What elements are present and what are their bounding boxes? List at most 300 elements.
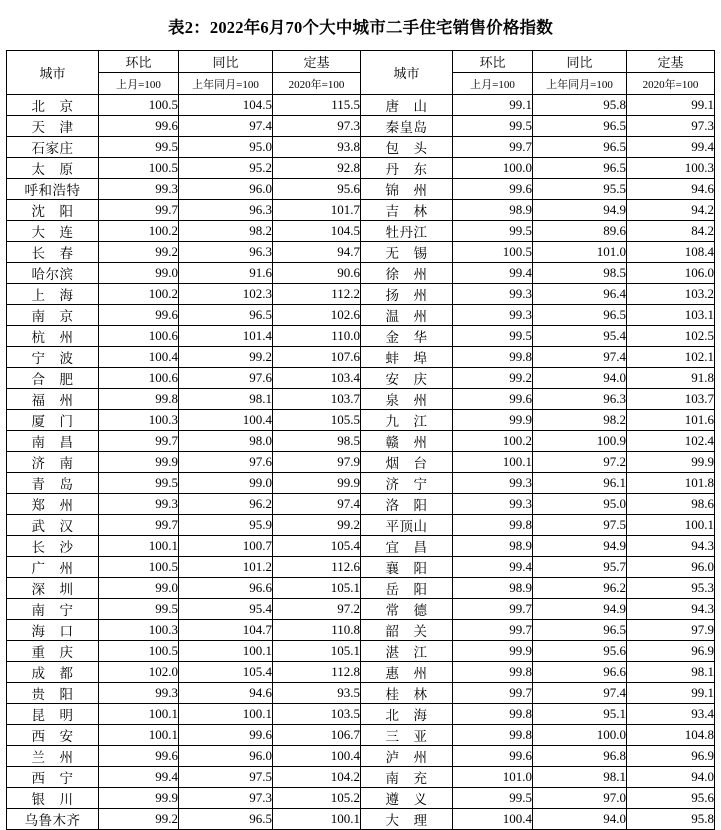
value-mom-left: 100.5 <box>99 158 179 179</box>
value-yoy-left: 98.1 <box>179 389 273 410</box>
table-row <box>7 389 715 410</box>
value-base-right: 96.0 <box>627 557 715 578</box>
value-yoy-left: 100.4 <box>179 410 273 431</box>
value-yoy-right: 95.8 <box>533 95 627 116</box>
city-name-left: 海 口 <box>7 620 99 641</box>
value-base-left: 103.5 <box>273 704 361 725</box>
value-yoy-left: 98.0 <box>179 431 273 452</box>
city-name-right: 桂 林 <box>361 683 453 704</box>
table-row <box>7 641 715 662</box>
value-base-right: 97.9 <box>627 620 715 641</box>
price-index-table <box>6 50 715 830</box>
value-yoy-right: 89.6 <box>533 221 627 242</box>
city-name-left: 青 岛 <box>7 473 99 494</box>
value-mom-right: 99.8 <box>453 704 533 725</box>
value-yoy-left: 104.7 <box>179 620 273 641</box>
city-name-left: 南 昌 <box>7 431 99 452</box>
table-row <box>7 368 715 389</box>
city-name-right: 洛 阳 <box>361 494 453 515</box>
value-base-right: 99.1 <box>627 95 715 116</box>
value-mom-right: 99.5 <box>453 116 533 137</box>
city-name-left: 兰 州 <box>7 746 99 767</box>
table-row <box>7 158 715 179</box>
table-row <box>7 557 715 578</box>
value-base-left: 105.4 <box>273 536 361 557</box>
value-mom-left: 100.4 <box>99 347 179 368</box>
city-name-left: 武 汉 <box>7 515 99 536</box>
value-base-right: 94.3 <box>627 536 715 557</box>
value-base-left: 97.9 <box>273 452 361 473</box>
city-name-left: 广 州 <box>7 557 99 578</box>
city-name-left: 南 京 <box>7 305 99 326</box>
value-yoy-left: 97.6 <box>179 452 273 473</box>
value-mom-right: 99.4 <box>453 557 533 578</box>
table-row <box>7 200 715 221</box>
city-name-left: 长 春 <box>7 242 99 263</box>
city-name-right: 安 庆 <box>361 368 453 389</box>
value-base-right: 84.2 <box>627 221 715 242</box>
value-base-left: 101.7 <box>273 200 361 221</box>
value-base-left: 92.8 <box>273 158 361 179</box>
value-mom-left: 99.7 <box>99 515 179 536</box>
table-row <box>7 242 715 263</box>
value-yoy-right: 98.2 <box>533 410 627 431</box>
city-name-left: 西 宁 <box>7 767 99 788</box>
value-mom-left: 99.9 <box>99 452 179 473</box>
value-yoy-left: 96.0 <box>179 746 273 767</box>
city-name-right: 岳 阳 <box>361 578 453 599</box>
value-base-left: 100.4 <box>273 746 361 767</box>
value-mom-left: 99.3 <box>99 683 179 704</box>
header-sub-yoy-right: 上年同月=100 <box>533 73 627 95</box>
value-base-left: 115.5 <box>273 95 361 116</box>
value-base-right: 99.4 <box>627 137 715 158</box>
header-city-right: 城市 <box>361 51 453 95</box>
city-name-right: 济 宁 <box>361 473 453 494</box>
value-yoy-left: 99.2 <box>179 347 273 368</box>
value-yoy-left: 95.4 <box>179 599 273 620</box>
value-yoy-right: 98.5 <box>533 263 627 284</box>
table-row <box>7 515 715 536</box>
value-mom-left: 102.0 <box>99 662 179 683</box>
value-base-left: 97.4 <box>273 494 361 515</box>
table-row <box>7 410 715 431</box>
value-base-right: 95.8 <box>627 809 715 830</box>
city-name-right: 平顶山 <box>361 515 453 536</box>
value-mom-right: 99.3 <box>453 284 533 305</box>
city-name-left: 银 川 <box>7 788 99 809</box>
header-sub-mom-left: 上月=100 <box>99 73 179 95</box>
value-base-left: 102.6 <box>273 305 361 326</box>
value-mom-right: 99.8 <box>453 662 533 683</box>
value-base-left: 107.6 <box>273 347 361 368</box>
city-name-right: 烟 台 <box>361 452 453 473</box>
city-name-right: 常 德 <box>361 599 453 620</box>
value-yoy-left: 94.6 <box>179 683 273 704</box>
value-yoy-right: 96.5 <box>533 137 627 158</box>
value-base-left: 103.4 <box>273 368 361 389</box>
city-name-right: 遵 义 <box>361 788 453 809</box>
value-yoy-right: 96.4 <box>533 284 627 305</box>
city-name-right: 赣 州 <box>361 431 453 452</box>
value-mom-right: 99.3 <box>453 473 533 494</box>
value-yoy-left: 100.7 <box>179 536 273 557</box>
value-mom-right: 98.9 <box>453 536 533 557</box>
value-base-left: 93.8 <box>273 137 361 158</box>
value-base-right: 100.3 <box>627 158 715 179</box>
table-row <box>7 599 715 620</box>
table-row <box>7 284 715 305</box>
city-name-left: 哈尔滨 <box>7 263 99 284</box>
value-yoy-left: 100.1 <box>179 641 273 662</box>
value-mom-left: 99.6 <box>99 116 179 137</box>
table-row <box>7 494 715 515</box>
value-base-right: 106.0 <box>627 263 715 284</box>
value-mom-right: 99.5 <box>453 221 533 242</box>
value-mom-left: 99.0 <box>99 263 179 284</box>
header-group-base-right: 定基 <box>627 51 715 73</box>
city-name-left: 呼和浩特 <box>7 179 99 200</box>
city-name-left: 石家庄 <box>7 137 99 158</box>
value-yoy-right: 96.5 <box>533 116 627 137</box>
table-row <box>7 809 715 830</box>
value-base-right: 93.4 <box>627 704 715 725</box>
city-name-right: 泉 州 <box>361 389 453 410</box>
table-row <box>7 137 715 158</box>
value-yoy-right: 96.5 <box>533 620 627 641</box>
value-yoy-right: 94.9 <box>533 536 627 557</box>
value-base-right: 99.1 <box>627 683 715 704</box>
value-base-right: 102.5 <box>627 326 715 347</box>
value-mom-left: 99.3 <box>99 494 179 515</box>
value-mom-left: 99.5 <box>99 473 179 494</box>
value-yoy-left: 96.5 <box>179 809 273 830</box>
value-mom-right: 99.7 <box>453 137 533 158</box>
value-base-right: 91.8 <box>627 368 715 389</box>
value-mom-right: 98.9 <box>453 578 533 599</box>
city-name-left: 合 肥 <box>7 368 99 389</box>
value-yoy-right: 96.5 <box>533 305 627 326</box>
table-row <box>7 704 715 725</box>
value-yoy-right: 97.5 <box>533 515 627 536</box>
value-base-left: 103.7 <box>273 389 361 410</box>
value-mom-right: 100.5 <box>453 242 533 263</box>
city-name-left: 长 沙 <box>7 536 99 557</box>
value-yoy-right: 96.1 <box>533 473 627 494</box>
value-mom-right: 99.7 <box>453 620 533 641</box>
city-name-right: 襄 阳 <box>361 557 453 578</box>
city-name-right: 包 头 <box>361 137 453 158</box>
value-yoy-left: 97.6 <box>179 368 273 389</box>
value-mom-right: 99.5 <box>453 788 533 809</box>
city-name-left: 深 圳 <box>7 578 99 599</box>
value-base-right: 96.9 <box>627 746 715 767</box>
city-name-left: 济 南 <box>7 452 99 473</box>
city-name-left: 郑 州 <box>7 494 99 515</box>
value-base-left: 100.1 <box>273 809 361 830</box>
value-base-right: 99.9 <box>627 452 715 473</box>
value-base-right: 97.3 <box>627 116 715 137</box>
city-name-left: 杭 州 <box>7 326 99 347</box>
table-header <box>7 51 715 95</box>
value-base-right: 108.4 <box>627 242 715 263</box>
value-yoy-right: 96.2 <box>533 578 627 599</box>
header-group-mom-left: 环比 <box>99 51 179 73</box>
value-yoy-left: 104.5 <box>179 95 273 116</box>
city-name-right: 无 锡 <box>361 242 453 263</box>
value-mom-left: 100.1 <box>99 725 179 746</box>
value-base-left: 110.8 <box>273 620 361 641</box>
city-name-right: 唐 山 <box>361 95 453 116</box>
value-mom-right: 99.6 <box>453 179 533 200</box>
value-base-left: 97.2 <box>273 599 361 620</box>
table-row <box>7 725 715 746</box>
value-mom-left: 99.7 <box>99 431 179 452</box>
value-mom-left: 99.6 <box>99 305 179 326</box>
value-mom-left: 100.5 <box>99 641 179 662</box>
value-mom-left: 100.6 <box>99 326 179 347</box>
value-mom-left: 100.6 <box>99 368 179 389</box>
value-yoy-left: 96.0 <box>179 179 273 200</box>
value-base-left: 90.6 <box>273 263 361 284</box>
value-yoy-left: 96.3 <box>179 242 273 263</box>
city-name-right: 三 亚 <box>361 725 453 746</box>
value-yoy-left: 99.0 <box>179 473 273 494</box>
value-mom-left: 100.1 <box>99 536 179 557</box>
table-row <box>7 662 715 683</box>
city-name-right: 南 充 <box>361 767 453 788</box>
value-base-left: 104.2 <box>273 767 361 788</box>
city-name-left: 北 京 <box>7 95 99 116</box>
value-mom-right: 100.2 <box>453 431 533 452</box>
value-base-right: 98.1 <box>627 662 715 683</box>
value-base-right: 94.0 <box>627 767 715 788</box>
table-row <box>7 767 715 788</box>
value-base-left: 112.2 <box>273 284 361 305</box>
city-name-right: 宜 昌 <box>361 536 453 557</box>
value-yoy-left: 102.3 <box>179 284 273 305</box>
value-yoy-right: 100.0 <box>533 725 627 746</box>
value-mom-left: 99.9 <box>99 788 179 809</box>
value-mom-left: 100.1 <box>99 704 179 725</box>
value-yoy-left: 100.1 <box>179 704 273 725</box>
city-name-left: 厦 门 <box>7 410 99 431</box>
table-row <box>7 95 715 116</box>
value-mom-left: 100.2 <box>99 221 179 242</box>
value-yoy-right: 98.1 <box>533 767 627 788</box>
table-row <box>7 179 715 200</box>
header-sub-base-right: 2020年=100 <box>627 73 715 95</box>
value-yoy-right: 94.0 <box>533 368 627 389</box>
table-row <box>7 746 715 767</box>
value-base-right: 104.8 <box>627 725 715 746</box>
value-mom-left: 99.7 <box>99 200 179 221</box>
value-yoy-left: 105.4 <box>179 662 273 683</box>
table-row <box>7 347 715 368</box>
page-title: 表2：2022年6月70个大中城市二手住宅销售价格指数 <box>168 18 553 37</box>
value-mom-left: 99.3 <box>99 179 179 200</box>
value-mom-left: 100.3 <box>99 620 179 641</box>
city-name-right: 丹 东 <box>361 158 453 179</box>
table-row <box>7 431 715 452</box>
document-page <box>0 14 721 828</box>
value-base-right: 95.6 <box>627 788 715 809</box>
value-yoy-left: 98.2 <box>179 221 273 242</box>
table-row <box>7 473 715 494</box>
value-base-left: 94.7 <box>273 242 361 263</box>
value-yoy-right: 97.0 <box>533 788 627 809</box>
value-yoy-right: 95.1 <box>533 704 627 725</box>
city-name-right: 扬 州 <box>361 284 453 305</box>
value-mom-right: 99.8 <box>453 725 533 746</box>
value-yoy-left: 91.6 <box>179 263 273 284</box>
value-mom-left: 100.2 <box>99 284 179 305</box>
value-yoy-right: 101.0 <box>533 242 627 263</box>
table-row <box>7 116 715 137</box>
value-yoy-left: 97.3 <box>179 788 273 809</box>
table-row <box>7 263 715 284</box>
city-name-right: 牡丹江 <box>361 221 453 242</box>
city-name-right: 湛 江 <box>361 641 453 662</box>
value-mom-right: 99.5 <box>453 326 533 347</box>
value-yoy-left: 95.9 <box>179 515 273 536</box>
value-yoy-left: 101.4 <box>179 326 273 347</box>
value-base-left: 104.5 <box>273 221 361 242</box>
header-group-base-left: 定基 <box>273 51 361 73</box>
city-name-left: 天 津 <box>7 116 99 137</box>
value-base-right: 102.4 <box>627 431 715 452</box>
value-yoy-left: 96.2 <box>179 494 273 515</box>
table-row <box>7 620 715 641</box>
city-name-right: 温 州 <box>361 305 453 326</box>
value-mom-left: 100.3 <box>99 410 179 431</box>
value-base-right: 101.8 <box>627 473 715 494</box>
value-yoy-right: 95.0 <box>533 494 627 515</box>
city-name-right: 锦 州 <box>361 179 453 200</box>
header-group-yoy-right: 同比 <box>533 51 627 73</box>
value-base-left: 106.7 <box>273 725 361 746</box>
header-group-mom-right: 环比 <box>453 51 533 73</box>
value-yoy-right: 95.4 <box>533 326 627 347</box>
value-mom-right: 99.6 <box>453 389 533 410</box>
value-base-right: 101.6 <box>627 410 715 431</box>
value-base-right: 103.1 <box>627 305 715 326</box>
value-yoy-left: 101.2 <box>179 557 273 578</box>
value-base-left: 97.3 <box>273 116 361 137</box>
value-mom-right: 100.4 <box>453 809 533 830</box>
city-name-left: 宁 波 <box>7 347 99 368</box>
header-sub-base-left: 2020年=100 <box>273 73 361 95</box>
city-name-left: 沈 阳 <box>7 200 99 221</box>
city-name-left: 福 州 <box>7 389 99 410</box>
value-mom-left: 99.2 <box>99 809 179 830</box>
value-base-left: 112.6 <box>273 557 361 578</box>
value-mom-right: 98.9 <box>453 200 533 221</box>
value-mom-left: 99.4 <box>99 767 179 788</box>
header-sub-mom-right: 上月=100 <box>453 73 533 95</box>
value-yoy-right: 94.9 <box>533 599 627 620</box>
header-city-left: 城市 <box>7 51 99 95</box>
city-name-right: 韶 关 <box>361 620 453 641</box>
value-yoy-left: 96.5 <box>179 305 273 326</box>
value-yoy-right: 96.6 <box>533 662 627 683</box>
value-mom-right: 100.1 <box>453 452 533 473</box>
city-name-left: 重 庆 <box>7 641 99 662</box>
value-base-left: 99.9 <box>273 473 361 494</box>
city-name-right: 吉 林 <box>361 200 453 221</box>
table-row <box>7 683 715 704</box>
value-mom-right: 99.8 <box>453 515 533 536</box>
city-name-right: 大 理 <box>361 809 453 830</box>
table-body <box>7 95 715 830</box>
value-mom-left: 100.5 <box>99 557 179 578</box>
table-row <box>7 305 715 326</box>
city-name-left: 南 宁 <box>7 599 99 620</box>
value-mom-left: 99.2 <box>99 242 179 263</box>
value-mom-right: 101.0 <box>453 767 533 788</box>
header-sub-yoy-left: 上年同月=100 <box>179 73 273 95</box>
value-yoy-right: 97.4 <box>533 347 627 368</box>
city-name-left: 大 连 <box>7 221 99 242</box>
value-mom-right: 99.7 <box>453 599 533 620</box>
value-base-right: 96.9 <box>627 641 715 662</box>
table-row <box>7 221 715 242</box>
value-base-right: 103.7 <box>627 389 715 410</box>
table-row <box>7 536 715 557</box>
value-mom-right: 99.1 <box>453 95 533 116</box>
value-base-left: 110.0 <box>273 326 361 347</box>
value-yoy-left: 95.2 <box>179 158 273 179</box>
value-mom-right: 99.3 <box>453 494 533 515</box>
value-base-right: 103.2 <box>627 284 715 305</box>
value-yoy-right: 96.5 <box>533 158 627 179</box>
value-mom-right: 99.7 <box>453 683 533 704</box>
value-yoy-left: 95.0 <box>179 137 273 158</box>
table-row <box>7 452 715 473</box>
city-name-right: 秦皇岛 <box>361 116 453 137</box>
value-yoy-left: 99.6 <box>179 725 273 746</box>
value-base-left: 95.6 <box>273 179 361 200</box>
value-yoy-right: 96.8 <box>533 746 627 767</box>
value-mom-left: 100.5 <box>99 95 179 116</box>
value-mom-left: 99.8 <box>99 389 179 410</box>
city-name-right: 九 江 <box>361 410 453 431</box>
value-yoy-right: 95.6 <box>533 641 627 662</box>
value-base-left: 93.5 <box>273 683 361 704</box>
value-mom-right: 99.6 <box>453 746 533 767</box>
value-mom-right: 99.9 <box>453 641 533 662</box>
city-name-right: 泸 州 <box>361 746 453 767</box>
city-name-left: 西 安 <box>7 725 99 746</box>
city-name-left: 乌鲁木齐 <box>7 809 99 830</box>
value-mom-right: 99.2 <box>453 368 533 389</box>
city-name-left: 上 海 <box>7 284 99 305</box>
city-name-left: 贵 阳 <box>7 683 99 704</box>
value-mom-left: 99.5 <box>99 599 179 620</box>
value-mom-right: 99.3 <box>453 305 533 326</box>
value-base-left: 98.5 <box>273 431 361 452</box>
city-name-right: 金 华 <box>361 326 453 347</box>
value-base-right: 102.1 <box>627 347 715 368</box>
city-name-left: 太 原 <box>7 158 99 179</box>
value-base-left: 105.1 <box>273 641 361 662</box>
value-base-left: 112.8 <box>273 662 361 683</box>
value-yoy-right: 97.4 <box>533 683 627 704</box>
value-base-right: 100.1 <box>627 515 715 536</box>
value-base-right: 98.6 <box>627 494 715 515</box>
value-base-right: 94.2 <box>627 200 715 221</box>
table-row <box>7 578 715 599</box>
